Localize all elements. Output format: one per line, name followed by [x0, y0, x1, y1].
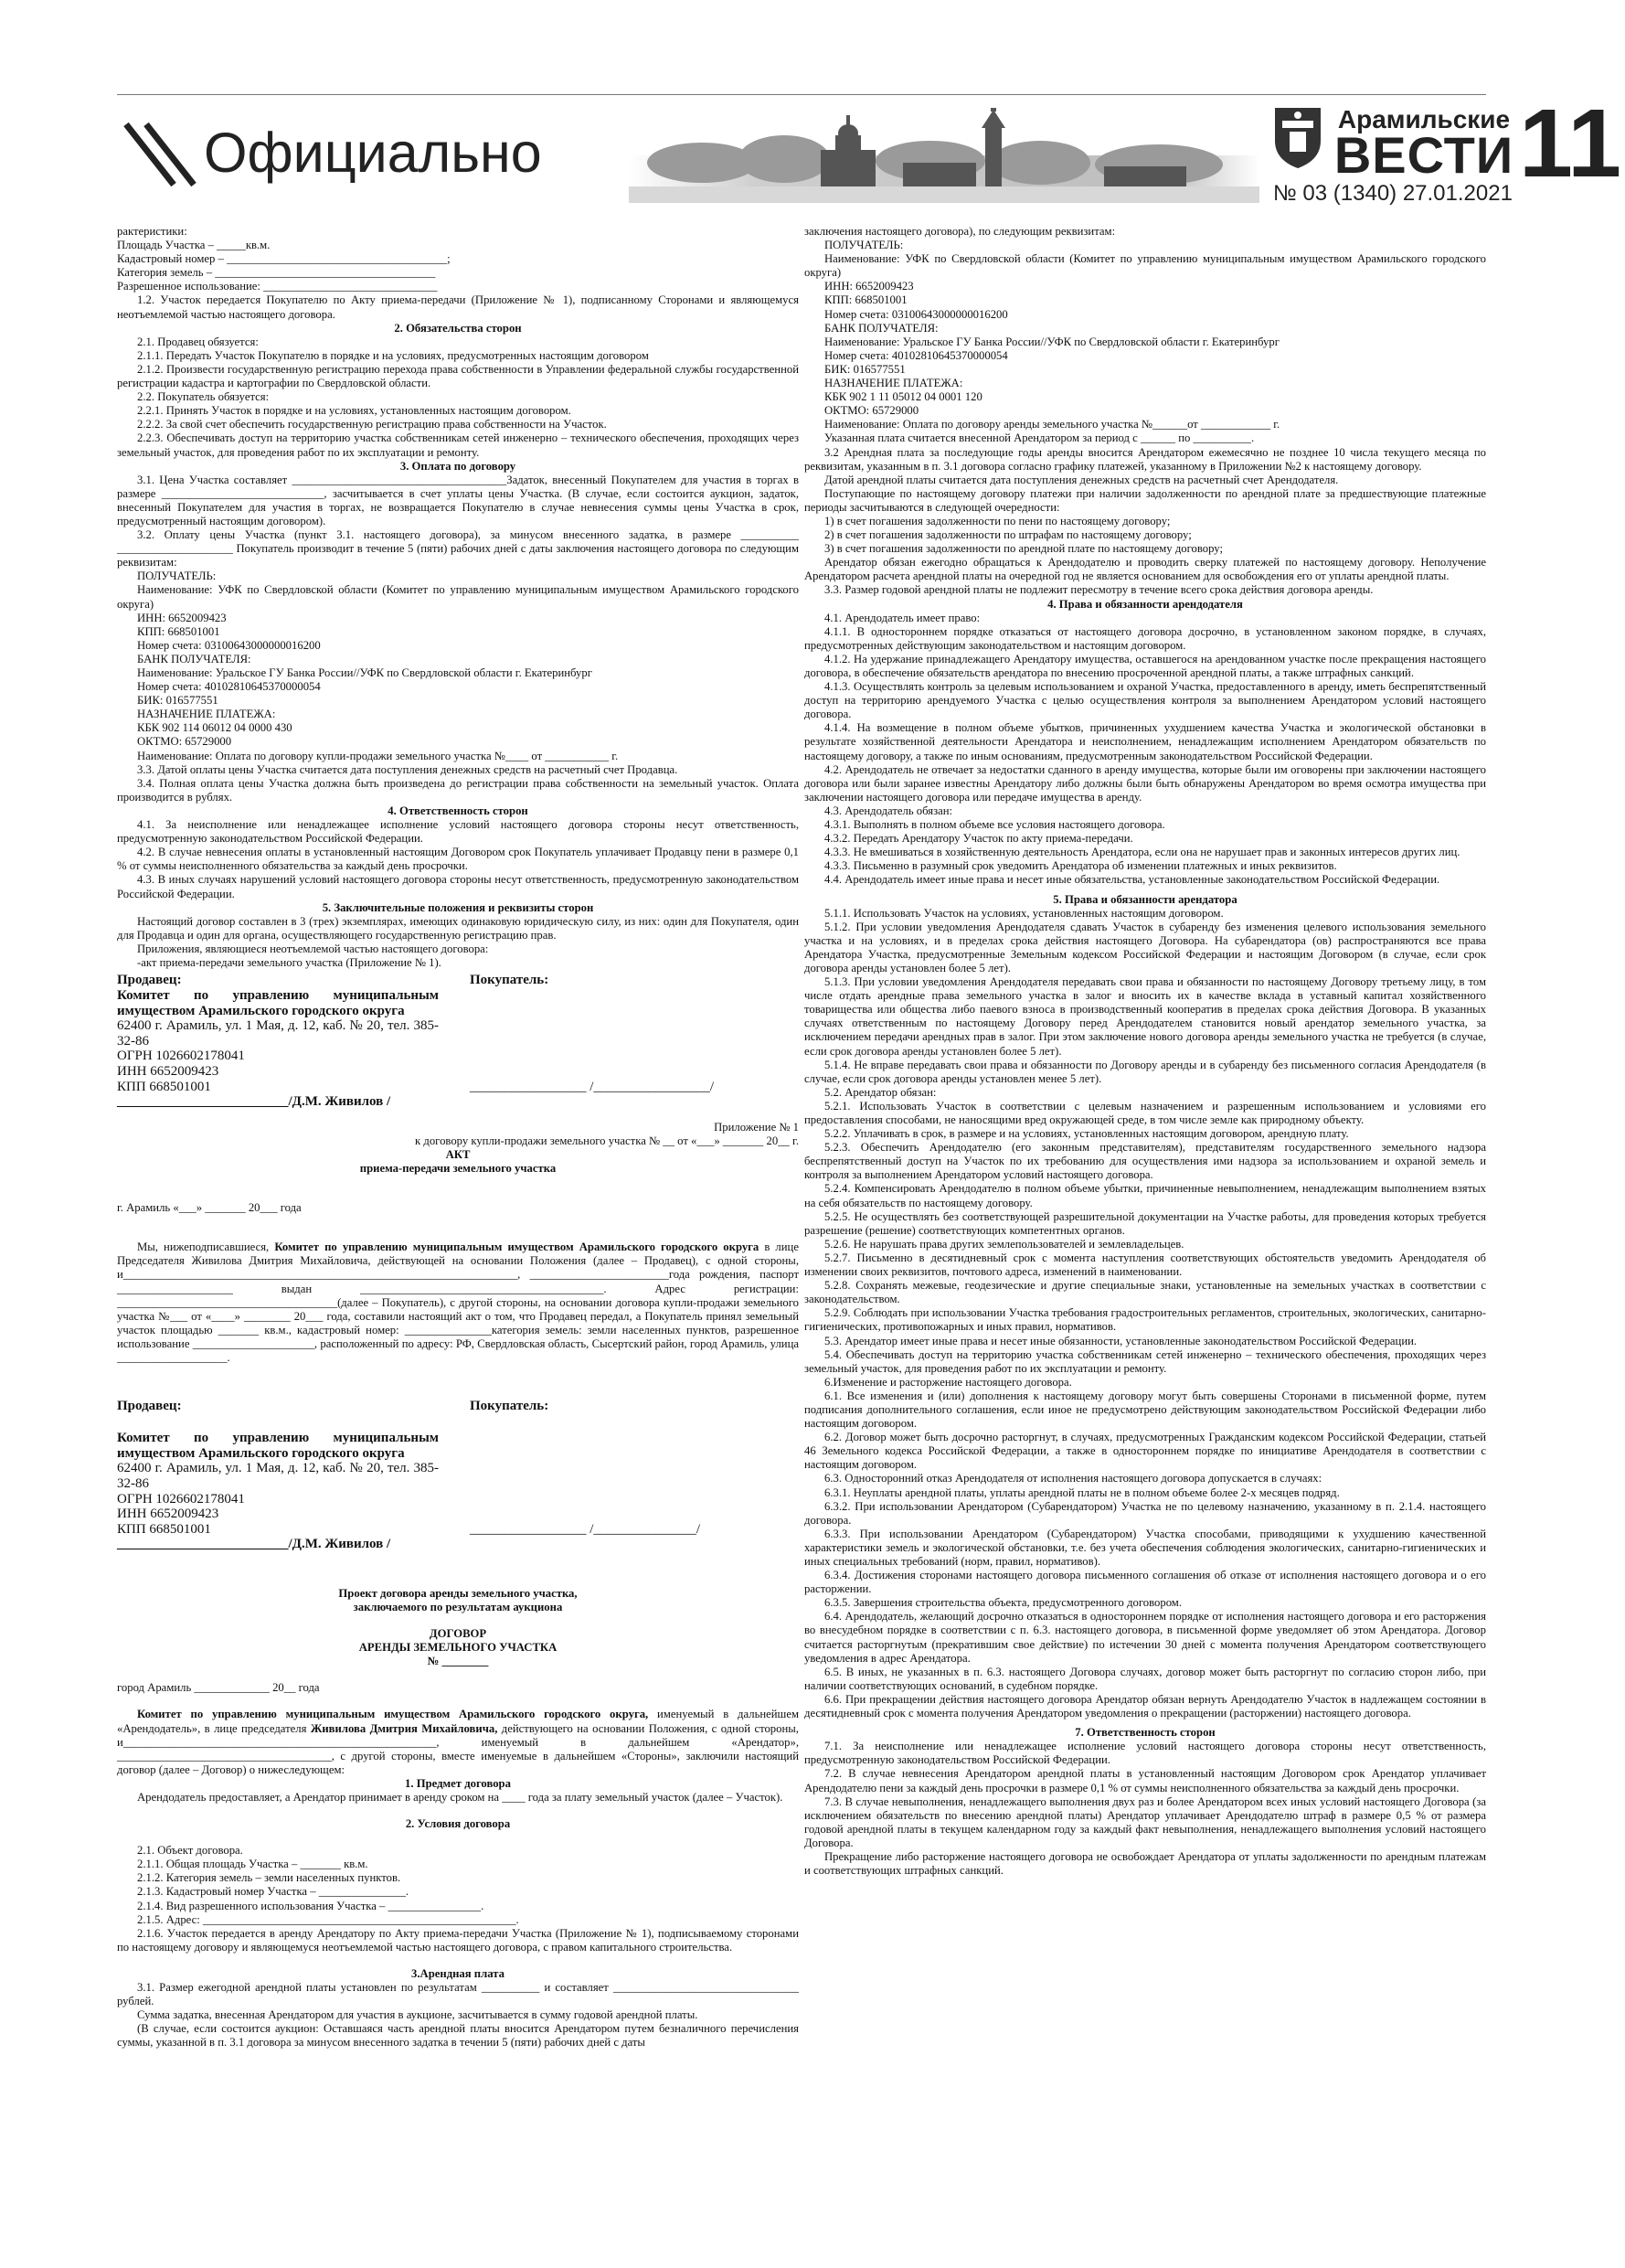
section-heading: 5. Заключительные положения и реквизиты сторон — [322, 900, 594, 914]
paragraph: (В случае, если состоится аукцион: Оставшаяся часть арендной платы вносится Арендатором путем безналичного перечисления суммы, указанной в п. 3.1 договора за минусом внесенного задатка в течении 5 (пяти) рабочих дней с даты — [117, 2022, 799, 2050]
paragraph: 7.2. В случае невнесения Арендатором арендной платы в установленный настоящим Договором срок Арендатор уплачивает Арендодателю пени за каждый день просрочки в размере 0,1 % от суммы неисполненного обязательства за каждый день просрочки. — [804, 1767, 1486, 1794]
spacer — [117, 1954, 799, 1967]
paragraph: 2.2.2. За свой счет обеспечить государственную регистрацию права собственности на Участок. — [137, 418, 607, 431]
spacer — [117, 1805, 799, 1817]
paragraph: ОКТМО: 65729000 — [137, 735, 232, 749]
left-text-block-1 — [117, 225, 799, 970]
paragraph: Номер счета: 03100643000000016200 — [137, 638, 321, 652]
section-heading: № ________ — [427, 1655, 489, 1668]
paragraph: Номер счета: 40102810645370000054 — [137, 680, 321, 694]
paragraph: 2.2.1. Принять Участок в порядке и на условиях, установленных настоящим договором. — [137, 404, 571, 418]
seller-label-2: Продавец: — [117, 1399, 182, 1414]
spacer — [117, 1831, 799, 1844]
paragraph: 2.1.5. Адрес: ______________________________________________________. — [137, 1912, 519, 1926]
paragraph: Комитет по управлению муниципальным имуществом Арамильского городского округа, именуемый в дальнейшем «Арендодатель», в лице председателя Живилова Дмитрия Михайловича, действующего на основании Положения, с одной стороны, и______________________________________________________, именуемый в дальнейшем «Арендатор», _____________________________________, с другой стороны, вместе именуемые в дальнейшем «Стороны», заключили настоящий договор (далее – Договор) о нижеследующем: — [117, 1708, 799, 1776]
paragraph: Кадастровый номер – ______________________________________; — [117, 252, 451, 266]
paragraph: Наименование: Уральское ГУ Банка России//УФК по Свердловской области г. Екатеринбург — [824, 335, 1280, 348]
paragraph: 5.1.4. Не вправе передавать свои права и обязанности по Договору аренды и в субаренду без письменного согласия Арендодателя (в случае, если срок договора аренды установлен менее 5 лет). — [804, 1058, 1486, 1085]
buyer-label-2: Покупатель: — [470, 1399, 549, 1414]
paragraph: 5.2.4. Компенсировать Арендодателю в полном объеме убытки, причиненные невыполнением, ненадлежащим выполнением взятых на себя обязательств по настоящему договору. — [804, 1182, 1486, 1209]
paragraph: 5.4. Обеспечивать доступ на территорию участка собственникам сетей инженерно – технического обеспечения, проходящих через земельный участок, для проведения работ по их эксплуатации и ремонту. — [804, 1347, 1486, 1375]
paragraph: 6.3.1. Неуплаты арендной платы, уплаты арендной платы не в полном объеме более 2-х месяцев подряд. — [824, 1485, 1340, 1499]
paragraph: БИК: 016577551 — [137, 694, 218, 708]
section-heading: 3.Арендная плата — [411, 1966, 504, 1980]
paragraph: 5.2.6. Не нарушать права других землепользователей и землевладельцев. — [824, 1237, 1184, 1251]
paragraph: 4.1. Арендодатель имеет право: — [824, 611, 981, 624]
paragraph: 3.3. Датой оплаты цены Участка считается дата поступления денежных средств на расчетный счет Продавца. — [137, 762, 678, 776]
buyer-label: Покупатель: — [470, 973, 549, 988]
paragraph: 4.3.3. Не вмешиваться в хозяйственную деятельность Арендатора, если она не нарушает прав и законных интересов других лиц. — [824, 846, 1460, 859]
coat-of-arms-logo — [1271, 104, 1324, 170]
paragraph: 6.1. Все изменения и (или) дополнения к настоящему договору могут быть совершены Сторонами в письменной форме, путем подписания дополнительного соглашения, если иное не предусмотрено действующим законодательством Российской Федерации либо настоящим договором. — [804, 1389, 1486, 1431]
paragraph: 5.2.9. Соблюдать при использовании Участка требования градостроительных регламентов, строительных, экологических, санитарно-гигиенических, противопожарных и иных правил, нормативов. — [804, 1306, 1486, 1334]
paragraph: 6.2. Договор может быть досрочно расторгнут, в случаях, предусмотренных Гражданским кодексом Российской Федерации, статьей 46 Земельного кодекса Российской Федерации, а также в одностороннем порядке по инициативе Арендодателя в соответствии с настоящим договором. — [804, 1431, 1486, 1472]
paragraph: г. Арамиль «___» _______ 20___ года — [117, 1201, 302, 1215]
paragraph: рактеристики: — [117, 225, 187, 238]
paragraph: 3.1. Размер ежегодной арендной платы установлен по результатам __________ и составляет ________________________________ рублей. — [117, 1981, 799, 2008]
section-heading: Проект договора аренды земельного участка, — [338, 1586, 578, 1600]
paragraph: БАНК ПОЛУЧАТЕЛЯ: — [824, 321, 939, 335]
paragraph: 4.3.3. Письменно в разумный срок уведомить Арендатора об изменении платежных и иных реквизитов. — [824, 859, 1337, 873]
paragraph: 6.6. При прекращении действия настоящего договора Арендатор обязан вернуть Арендодателю Участок в надлежащем состоянии в десятидневный срок с момента получения Арендатором уведомления о прекращении (расторжении) настоящего договора. — [804, 1692, 1486, 1720]
buyer-signature-line: _________________ /_________________/ — [470, 1080, 715, 1095]
section-heading: 3. Оплата по договору — [399, 459, 516, 473]
paragraph: 5.2.5. Не осуществлять без соответствующей разрешительной документации на Участке работы, для проведения которых требуется разрешение (решение) соответствующих компетентных органов. — [804, 1209, 1486, 1237]
paragraph: Сумма задатка, внесенная Арендатором для участия в аукционе, засчитывается в сумму годовой арендной платы. — [137, 2008, 698, 2022]
section-heading: заключаемого по результатам аукциона — [353, 1600, 563, 1613]
paragraph: 3.2. Оплату цены Участка (пункт 3.1. настоящего договора), за минусом внесенного задатка, в размере __________ ____________________ Покупатель производит в течение 5 (пяти) рабочих дней с даты заключения настоящего договора по следующим реквизитам: — [117, 528, 799, 570]
seller-organization: Комитет по управлению муниципальным имуществом Арамильского городского округа — [117, 988, 439, 1018]
paragraph: Мы, нижеподписавшиеся, Комитет по управлению муниципальным имуществом Арамильского городского округа в лице Председателя Живилова Дмитрия Михайловича, действующей на основании Положения (далее – Продавец), с одной стороны, и____________________________________________________________________, ________________________года рождения, паспорт ____________________ выдан __________________________________________. Адрес регистрации: ______________________________________(далее – Покупатель), с другой стороны, на основании договора купли-продажи земельного участка №___ от «____» ________ 20___ года, составили настоящий акт о том, что Продавец передал, а Покупатель принял земельный участок площадью _______ кв.м., кадастровый номер: _______________категория земель: земли населенных пунктов, разрешенное использование _____________________, расположенный по адресу: РФ, Свердловская область, Сысертский район, город Арамиль, улица ___________________. — [117, 1240, 799, 1365]
paragraph: Наименование: Уральское ГУ Банка России//УФК по Свердловской области г. Екатеринбург — [137, 666, 592, 679]
paragraph: Наименование: УФК по Свердловской области (Комитет по управлению муниципальным имуществом Арамильского городского округа) — [117, 583, 799, 611]
paragraph: 4.2. В случае невнесения оплаты в установленный настоящим Договором срок Покупатель уплачивает Продавцу пени в размере 0,1 % от суммы неисполненного обязательства за каждый день просрочки. — [117, 846, 799, 873]
paragraph: 5.2.8. Сохранять межевые, геодезические и другие специальные знаки, установленные на земельных участках в соответствии с законодательством. — [804, 1279, 1486, 1306]
paragraph: 5.2.2. Уплачивать в срок, в размере и на условиях, установленных настоящим договором, арендную плату. — [824, 1127, 1349, 1141]
seller-signature-line-2: _________________________/Д.М. Живилов / — [117, 1537, 391, 1552]
paragraph: Арендодатель предоставляет, а Арендатор принимает в аренду сроком на ____ года за плату земельный участок (далее – Участок). — [137, 1791, 783, 1804]
paragraph: 2.1.2. Категория земель – земли населенных пунктов. — [137, 1871, 401, 1885]
double-slash-icon — [117, 121, 201, 188]
paragraph: -акт приема-передачи земельного участка (Приложение № 1). — [137, 955, 441, 969]
section-heading: 1. Предмет договора — [405, 1776, 511, 1790]
paragraph: Разрешенное использование: ______________________________ — [117, 280, 438, 293]
paragraph: 5.1.1. Использовать Участок на условиях, установленных настоящим договором. — [824, 906, 1224, 920]
paragraph: Поступающие по настоящему договору платежи при наличии задолженности по арендной плате за предшествующие платежные периоды засчитываются в следующей очередности: — [804, 486, 1486, 514]
paragraph: 6.3.3. При использовании Арендатором (Субарендатором) Участка способами, приводящими к ухудшению качественной характеристики земель и экологической обстановки, т.е. без учета обеспечения соблюдения экологических, санитарно-гигиенических и иных специальных требований (норм, правил, нормативов). — [804, 1527, 1486, 1568]
town-skyline-image — [629, 108, 1259, 203]
paragraph: Приложение № 1 — [714, 1120, 799, 1134]
paragraph: 5.1.3. При условии уведомления Арендодателя передавать свои права и обязанности по настоящему Договору третьему лицу, в том числе отдать арендные права земельного участка в залог и вносить их в качестве вклада в уставный капитал хозяйственного товарищества или общества либо паевого взноса в производственный кооператив в пределах срока действия Договора. В указанных случаях ответственным по настоящему Договору перед Арендодателем становится новый арендатор земельного участка, за исключением передачи арендных прав в залог. При этом заключение нового договора аренды земельного участка не требуется (в случае, если срок договора аренды установлен более 5 лет). — [804, 975, 1486, 1058]
seller-address: 62400 г. Арамиль, ул. 1 Мая, д. 12, каб. № 20, тел. 385-32-86 — [117, 1018, 439, 1049]
paragraph: 5.2.7. Письменно в десятидневный срок с момента наступления соответствующих обстоятельств уведомить Арендодателя об изменении своих реквизитов, почтового адреса, изменений в наименовании. — [804, 1251, 1486, 1279]
paragraph: 4.3.1. Выполнять в полном объеме все условия настоящего договора. — [824, 818, 1165, 832]
paragraph: 3.1. Цена Участка составляет _____________________________________Задаток, внесенный Покупателем для участия в торгах в размере ____________________________, засчитывается в счет уплаты цены Участка. (В случае, если состоится аукцион, задаток, внесенный Покупателем для участия в торгах, не возвращается Покупателю в случае невнесения суммы цены Участка в срок, предусмотренный настоящим договором). — [117, 473, 799, 527]
signature-block-1 — [117, 972, 799, 1110]
paragraph: Наименование: Оплата по договору купли-продажи земельного участка №____ от ___________ г. — [137, 749, 619, 762]
paragraph: город Арамиль _____________ 20__ года — [117, 1681, 320, 1695]
paragraph: 1.2. Участок передается Покупателю по Акту приема-передачи (Приложение № 1), подписанному Сторонами и являющемуся неотъемлемой частью настоящего договора. — [117, 293, 799, 321]
paragraph: 5.1.2. При условии уведомления Арендодателя сдавать Участок в субаренду без изменения целевого использования земельного участка и на условиях, и в пределах срока действия настоящего Договора. На субарендатора (ов) распространяются все права Арендатора Участка, предусмотренные Земельным кодексом Российской Федерации и настоящим Договором (в случае, если срок договора аренды установлен более 5 лет). — [804, 920, 1486, 974]
seller-ogrn-2: ОГРН 1026602178041 — [117, 1491, 245, 1507]
section-heading: 7. Ответственность сторон — [1075, 1726, 1216, 1740]
paragraph: Номер счета: 03100643000000016200 — [824, 307, 1008, 321]
paragraph: Наименование: УФК по Свердловской области (Комитет по управлению муниципальным имуществом Арамильского городского округа) — [804, 252, 1486, 280]
paragraph: 3.2 Арендная плата за последующие годы аренды вносится Арендатором ежемесячно не позднее 10 числа текущего месяца по реквизитам, указанным в п. 3.1 договора согласно графику платежей, указанному в Приложении №2 к настоящему договору. — [804, 445, 1486, 473]
seller-organization-2: Комитет по управлению муниципальным имуществом Арамильского городского округа — [117, 1431, 439, 1461]
paragraph: 2.2. Покупатель обязуется: — [137, 390, 270, 404]
paragraph: 3.4. Полная оплата цены Участка должна быть произведена до регистрации права собственности на земельный участок. Оплата производится в рублях. — [117, 776, 799, 804]
paragraph: 2.1. Объект договора. — [137, 1844, 243, 1858]
paragraph: заключения настоящего договора), по следующим реквизитам: — [804, 225, 1116, 238]
paragraph: ПОЛУЧАТЕЛЬ: — [824, 239, 904, 252]
paragraph: НАЗНАЧЕНИЕ ПЛАТЕЖА: — [137, 708, 276, 721]
paragraph: НАЗНАЧЕНИЕ ПЛАТЕЖА: — [824, 377, 963, 390]
seller-inn: ИНН 6652009423 — [117, 1064, 219, 1080]
paragraph: 6.3. Односторонний отказ Арендодателя от исполнения настоящего договора допускается в случаях: — [824, 1472, 1322, 1485]
paragraph: 1) в счет погашения задолженности по пени по настоящему договору; — [824, 514, 1171, 527]
paragraph: Приложения, являющиеся неотъемлемой частью настоящего договора: — [137, 942, 489, 955]
seller-ogrn: ОГРН 1026602178041 — [117, 1049, 245, 1064]
paragraph: 6.Изменение и расторжение настоящего договора. — [824, 1375, 1072, 1389]
paragraph: 6.3.4. Достижения сторонами настоящего договора письменного соглашения об отказе от исполнения настоящего договора и о его расторжении. — [804, 1569, 1486, 1596]
paragraph: Площадь Участка – _____кв.м. — [117, 239, 271, 252]
paragraph: КБК 902 114 06012 04 0000 430 — [137, 721, 292, 735]
paragraph: Категория земель – ______________________________________ — [117, 266, 436, 280]
paragraph: 5.2.3. Обеспечить Арендодателю (его законным представителям), представителям государственного земельного надзора беспрепятственный доступ на Участок по их требованию для осуществления ими надзора за использованием и охраной земель и контроля за выполнением Арендатором условий настоящего договора. — [804, 1141, 1486, 1182]
seller-kpp-2: КПП 668501001 — [117, 1521, 211, 1537]
paragraph: 6.4. Арендодатель, желающий досрочно отказаться в одностороннем порядке от исполнения настоящего договора и его расторжения во внесудебном порядке в соответствии с п. 6.3. настоящего договора, в письменной форме уведомляет об этом Арендатора. Договор считается расторгнутым (прекратившим свое действие) по истечении 30 дней с момента получения Арендатором соответствующего уведомления в адрес Арендатора. — [804, 1610, 1486, 1665]
paragraph: 5.3. Арендатор имеет иные права и несет иные обязанности, установленные законодательством Российской Федерации. — [824, 1334, 1418, 1347]
paragraph: 2.2.3. Обеспечивать доступ на территорию участка собственникам сетей инженерно – технического обеспечения, проходящих через земельный участок, для проведения работ по их эксплуатации и ремонту. — [117, 431, 799, 459]
paragraph: 2.1.6. Участок передается в аренду Арендатору по Акту приема-передачи Участка (Приложение № 1), подписываемому сторонами по настоящему договору и являющемуся неотъемлемой частью настоящего договора, с правом капитального строительства. — [117, 1926, 799, 1954]
paragraph: 2) в счет погашения задолженности по штрафам по настоящему договору; — [824, 528, 1192, 542]
paragraph: к договору купли-продажи земельного участка № __ от «___» _______ 20__ г. — [415, 1134, 799, 1147]
brand-line-2: ВЕСТИ — [1333, 126, 1514, 184]
paragraph: 4.3.2. Передать Арендатору Участок по акту приема-передачи. — [824, 832, 1133, 846]
paragraph: 3) в счет погашения задолженности по арендной плате по настоящему договору; — [824, 542, 1223, 556]
left-text-block-2 — [117, 1121, 799, 1365]
paragraph: ИНН: 6652009423 — [824, 280, 914, 293]
paragraph: 4.3. Арендодатель обязан: — [824, 804, 953, 817]
section-heading: 2. Условия договора — [405, 1817, 511, 1831]
section-heading: 4. Ответственность сторон — [388, 804, 528, 817]
paragraph: 4.1.2. На удержание принадлежащего Арендатору имущества, оставшегося на арендованном участке после прекращения настоящего договора, в обеспечение обязательств арендатора по внесению просроченной арендной платы, а также штрафных санкций. — [804, 652, 1486, 679]
paragraph: 4.1. За неисполнение или ненадлежащее исполнение условий настоящего договора стороны несут ответственность, предусмотренную законодательством Российской Федерации. — [117, 818, 799, 846]
section-heading: ДОГОВОР — [429, 1627, 487, 1641]
paragraph: 2.1.1. Передать Участок Покупателю в порядке и на условиях, предусмотренных настоящим договором — [137, 348, 649, 362]
paragraph: 4.2. Арендодатель не отвечает за недостатки сданного в аренду имущества, которые были им оговорены при заключении настоящего договора или были заранее известны Арендатору либо должны были быть обнаружены Арендатором во время осмотра имущества при заключении настоящего договора или передаче имущества в аренду. — [804, 762, 1486, 804]
paragraph: Наименование: Оплата по договору аренды земельного участка №______от ____________ г. — [824, 418, 1280, 431]
paragraph: 2.1.2. Произвести государственную регистрацию перехода права собственности в Управлении федеральной службы государственной регистрации кадастра и картографии по Свердловской области. — [117, 362, 799, 390]
spacer — [117, 1215, 799, 1240]
paragraph: БАНК ПОЛУЧАТЕЛЯ: — [137, 652, 251, 665]
issue-number-date: № 03 (1340) 27.01.2021 — [1273, 181, 1513, 206]
paragraph: 4.3. В иных случаях нарушений условий настоящего договора стороны несут ответственность, предусмотренную законодательством Российской Федерации. — [117, 873, 799, 900]
seller-signature-line: _________________________/Д.М. Живилов / — [117, 1094, 391, 1110]
right-text-block — [804, 225, 1486, 1878]
paragraph: 7.1. За неисполнение или ненадлежащее исполнение условий настоящего договора стороны несут ответственность, предусмотренную законодательством Российской Федерации. — [804, 1740, 1486, 1767]
paragraph: Настоящий договор составлен в 3 (трех) экземплярах, имеющих одинаковую юридическую силу, из них: один для Покупателя, один для Продавца и один для органа, осуществляющего государственную регистрацию прав. — [117, 914, 799, 942]
left-text-block-3 — [117, 1587, 799, 2050]
buyer-signature-line-2: _________________ /_______________/ — [470, 1522, 701, 1538]
section-heading: приема-передачи земельного участка — [359, 1162, 557, 1176]
paragraph: 6.3.2. При использовании Арендатором (Субарендатором) Участка не по целевому назначению, указанному в п. 2.1.4. настоящего договора. — [804, 1499, 1486, 1527]
paragraph: 5.2. Арендатор обязан: — [824, 1085, 937, 1099]
paragraph: 2.1. Продавец обязуется: — [137, 335, 259, 348]
spacer — [117, 1695, 799, 1708]
seller-inn-2: ИНН 6652009423 — [117, 1507, 219, 1522]
paragraph: ИНН: 6652009423 — [137, 611, 227, 624]
seller-address-2: 62400 г. Арамиль, ул. 1 Мая, д. 12, каб. № 20, тел. 385-32-86 — [117, 1461, 439, 1491]
paragraph: 5.2.1. Использовать Участок в соответствии с целевым назначением и разрешенным использованием и условиями его предоставления способами, не наносящими вред окружающей среде, в том числе земле как природному объекту. — [804, 1099, 1486, 1126]
paragraph: 4.1.4. На возмещение в полном объеме убытков, причиненных ухудшением качества Участка и экологической обстановки в результате хозяйственной деятельности Арендатора и неисполнением, ненадлежащим исполнением Арендатором обязательств по настоящему договору, а также по иным основаниям, предусмотренным законодательством Российской Федерации. — [804, 721, 1486, 762]
paragraph: 2.1.1. Общая площадь Участка – _______ кв.м. — [137, 1858, 368, 1871]
paragraph: 2.1.3. Кадастровый номер Участка – _______________. — [137, 1885, 409, 1899]
seller-kpp: КПП 668501001 — [117, 1079, 211, 1094]
section-rubric: Официально — [204, 122, 542, 184]
brand-line-1: Арамильские — [1337, 105, 1511, 133]
paragraph: 4.1.3. Осуществлять контроль за целевым использованием и охраной Участка, предоставленного в аренду, иметь беспрепятственный доступ на территорию арендуемого Участка с целью осуществления контроля за выполнением Арендатором условий настоящего договора. — [804, 680, 1486, 721]
paragraph: КПП: 668501001 — [137, 624, 220, 638]
paragraph: КБК 902 1 11 05012 04 0001 120 — [824, 390, 982, 404]
masthead — [117, 90, 1622, 207]
section-heading: 5. Права и обязанности арендатора — [1053, 892, 1237, 906]
paragraph: 6.5. В иных, не указанных в п. 6.3. настоящего Договора случаях, договор может быть расторгнут по согласию сторон либо, при наличии соответствующих оснований, в судебном порядке. — [804, 1665, 1486, 1692]
paragraph: 4.1.1. В одностороннем порядке отказаться от настоящего договора досрочно, в установленном законом порядке, в случаях, предусмотренных действующим законодательством и настоящим договором. — [804, 624, 1486, 652]
section-heading: 2. Обязательства сторон — [394, 321, 522, 335]
paragraph: ПОЛУЧАТЕЛЬ: — [137, 570, 217, 583]
spacer — [117, 1668, 799, 1681]
spacer — [117, 1614, 799, 1627]
paragraph: Арендатор обязан ежегодно обращаться к Арендодателю и проводить сверку платежей по настоящему договору. Неполучение Арендатором расчета арендной платы на очередной год не является основанием для освобождения его от уплаты арендной платы. — [804, 556, 1486, 583]
spacer — [117, 1176, 799, 1201]
paragraph: Указанная плата считается внесенной Арендатором за период с ______ по __________. — [824, 431, 1255, 445]
right-column — [804, 225, 1486, 2250]
paragraph: 3.3. Размер годовой арендной платы не подлежит пересмотру в течение всего срока действия договора аренды. — [824, 583, 1374, 597]
paragraph: 4.4. Арендодатель имеет иные права и несет иные обязательства, установленные законодательством Российской Федерации. — [824, 873, 1440, 887]
paragraph: ОКТМО: 65729000 — [824, 404, 919, 418]
paragraph: КПП: 668501001 — [824, 293, 908, 307]
page-number: 11 — [1518, 90, 1622, 197]
paragraph: Прекращение либо расторжение настоящего договора не освобождает Арендатора от уплаты задолженности по арендным платежам и соответствующих штрафных санкций. — [804, 1849, 1486, 1878]
paragraph: Номер счета: 40102810645370000054 — [824, 348, 1008, 362]
paragraph: БИК: 016577551 — [824, 362, 906, 376]
section-heading: АКТ — [445, 1148, 471, 1161]
seller-label: Продавец: — [117, 973, 182, 988]
paragraph: 7.3. В случае невыполнения, ненадлежащего выполнения двух раз и более Арендатором всех иных условий настоящего Договора (за исключением обязательств по внесению арендной платы) Арендатор уплачивает Арендодателю штраф в размере 0,5 % от размера годовой арендной платы в текущем календарном году за каждый факт невыполнения, ненадлежащего выполнения условий настоящего Договора. — [804, 1794, 1486, 1849]
left-column — [117, 225, 799, 2250]
section-heading: 4. Права и обязанности арендодателя — [1047, 597, 1243, 611]
paragraph: 6.3.5. Завершения строительства объекта, предусмотренного договором. — [824, 1596, 1182, 1610]
section-heading: АРЕНДЫ ЗЕМЕЛЬНОГО УЧАСТКА — [358, 1641, 558, 1655]
paragraph: 2.1.4. Вид разрешенного использования Участка – ________________. — [137, 1899, 484, 1912]
signature-block-2 — [117, 1398, 799, 1552]
paragraph: Датой арендной платы считается дата поступления денежных средств на расчетный счет Арендодателя. — [824, 473, 1339, 486]
